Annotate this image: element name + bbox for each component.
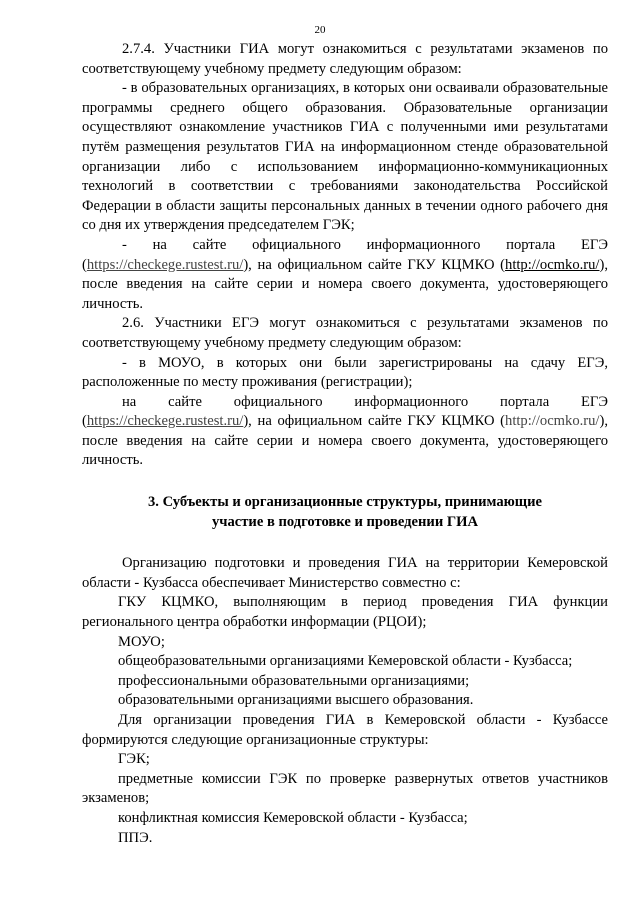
list-item: ГКУ КЦМКО, выполняющим в период проведения ГИА функции регионального центра обработки информации (РЦОИ);	[82, 594, 608, 631]
section-heading-line-2: участие в подготовке и проведении ГИА	[211, 513, 479, 530]
list-item: конфликтная комиссия Кемеровской области - Кузбасса;	[118, 809, 468, 826]
paragraph-2-6: 2.6. Участники ЕГЭ могут ознакомиться с результатами экзаменов по соответствующему учебному предмету следующим образом:	[82, 315, 608, 351]
text-segment: ), на официальном сайте ГКУ КЦМКО (	[243, 256, 506, 273]
text-segment: ), после введения на сайте серии и номера своего документа, удостоверяющего личность.	[82, 256, 608, 312]
paragraph-organization: Организацию подготовки и проведения ГИА на территории Кемеровской области - Кузбасса обеспечивает Министерство совместно с:	[82, 555, 608, 591]
list-item: предметные комиссии ГЭК по проверке развернутых ответов участников экзаменов;	[82, 770, 608, 807]
ocmko-link[interactable]: http://ocmko.ru/	[505, 256, 600, 273]
list-item: профессиональными образовательными организациями;	[118, 672, 470, 689]
list-item: образовательными организациями высшего образования.	[118, 692, 474, 709]
paragraph-2-7-4: 2.7.4. Участники ГИА могут ознакомиться с результатами экзаменов по соответствующему учебному предмету следующим образом:	[82, 41, 608, 77]
section-heading-line-1: 3. Субъекты и организационные структуры, принимающие	[147, 494, 543, 511]
document-body	[82, 40, 608, 848]
ocmko-link[interactable]: http://ocmko.ru/	[505, 413, 600, 430]
list-item: МОУО;	[118, 633, 165, 650]
paragraph-mouo: - в МОУО, в которых они были зарегистрированы на сдачу ЕГЭ, расположенные по месту проживания (регистрации);	[82, 354, 608, 391]
text-segment: ), на официальном сайте ГКУ КЦМКО (	[243, 413, 506, 430]
paragraph-portal-links-2	[82, 393, 608, 471]
paragraph-portal-links-1	[82, 236, 608, 314]
text-segment: ), после введения на сайте серии и номера своего документа, удостоверяющего личность.	[82, 413, 608, 469]
paragraph-structures: Для организации проведения ГИА в Кемеровской области - Кузбассе формируются следующие организационные структуры:	[82, 712, 608, 748]
list-item: общеобразовательными организациями Кемеровской области - Кузбасса;	[118, 653, 573, 670]
text-segment: - на сайте официального информационного портала ЕГЭ (	[82, 236, 608, 273]
checkege-link[interactable]: https://checkege.rustest.ru/	[86, 413, 244, 430]
list-item: ГЭК;	[118, 751, 150, 768]
section-heading	[82, 493, 608, 532]
list-item: ППЭ.	[118, 829, 153, 846]
page-number: 20	[314, 24, 326, 36]
text-segment: на сайте официального информационного портала ЕГЭ (	[82, 393, 608, 430]
paragraph-edu-orgs: - в образовательных организациях, в которых они осваивали образовательные программы среднего общего образования. Образовательные организации осуществляют ознакомление участников ГИА с полученными ими результатами путём размещения результатов ГИА на информационном стенде образовательной организации либо с использованием информационно-коммуникационных технологий в соответствии с требованиями законодательства Российской Федерации в области защиты персональных данных в течении одного рабочего дня со дня их утверждения председателем ГЭК;	[82, 80, 608, 234]
checkege-link[interactable]: https://checkege.rustest.ru/	[86, 256, 244, 273]
